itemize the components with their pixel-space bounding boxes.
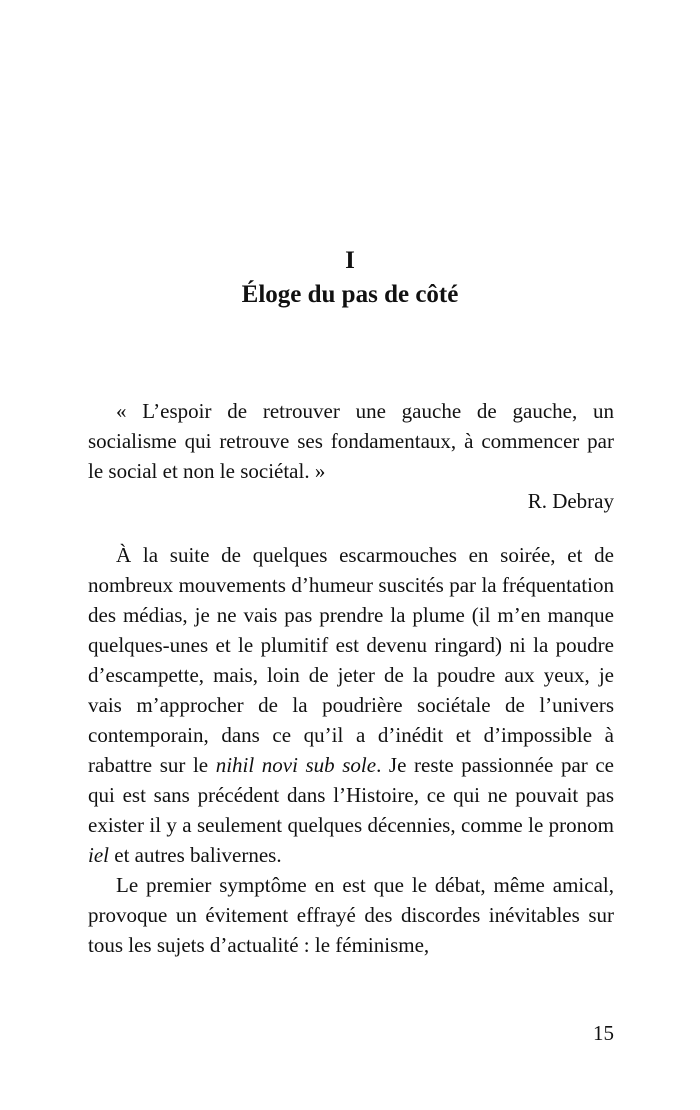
page-number: 15 <box>593 1021 614 1045</box>
chapter-number: I <box>345 247 355 274</box>
epigraph <box>88 396 614 516</box>
paragraph-1-part-1: À la suite de quelques escarmouches en soirée, et de nombreux mouvements d’humeur suscités par la fréquentation des médias, je ne vais pas prendre la plume (il m’en manque quelques-unes et le plumitif est devenu ringard) ni la poudre d’escampette, mais, loin de jeter de la poudre aux yeux, je vais m’approcher de la poudrière sociétale de l’univers contemporain, dans ce qu’il a d’inédit et d’impossible à rabattre sur le <box>88 543 614 777</box>
pronoun-example: iel <box>88 843 109 867</box>
paragraph-1 <box>88 540 614 870</box>
paragraph-1-part-3: et autres balivernes. <box>109 843 282 867</box>
latin-phrase: nihil novi sub sole <box>215 753 377 777</box>
chapter-title: Éloge du pas de côté <box>241 281 459 308</box>
paragraph-1-part-2: . Je reste passionnée par ce qui est sans précédent dans l’Histoire, ce qui ne pouvait pas exister il y a seulement quelques décennies, comme le pronom <box>88 753 614 837</box>
paragraph-2: Le premier symptôme en est que le débat, même amical, provoque un évitement effrayé des discordes inévitables sur tous les sujets d’actualité : le féminisme, <box>88 873 614 957</box>
main-text <box>88 540 614 960</box>
epigraph-author: R. Debray <box>527 489 614 513</box>
epigraph-quote: « L’espoir de retrouver une gauche de gauche, un socialisme qui retrouve ses fondamentaux, à commencer par le social et non le sociétal. » <box>88 399 614 483</box>
